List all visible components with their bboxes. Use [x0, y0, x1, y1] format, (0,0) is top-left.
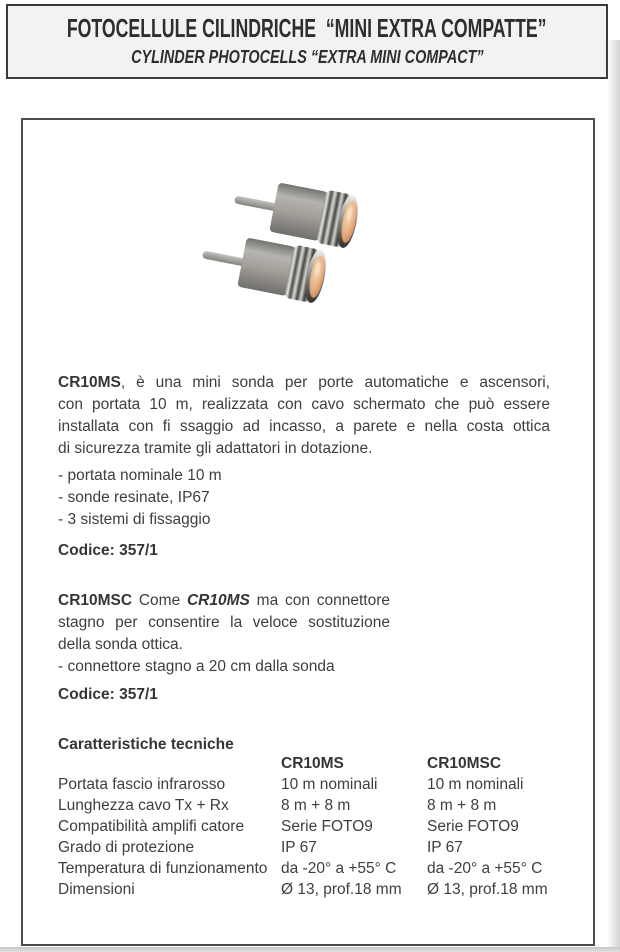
- description-line: - connettore stagno a 20 cm dalla sonda: [58, 658, 335, 675]
- feature-item: - sonde resinate, IP67: [58, 489, 210, 506]
- spec-value: IP 67: [281, 839, 317, 856]
- specs-title: Caratteristiche tecniche: [58, 736, 234, 753]
- page-title: FOTOCELLULE CILINDRICHE “MINI EXTRA COMPATTE”: [67, 13, 547, 44]
- description-line: installata con fi ssaggio ad incasso, a parete e nella costa ottica: [58, 418, 550, 435]
- description-cr10ms: [58, 372, 550, 460]
- spec-value: 10 m nominali: [427, 776, 524, 793]
- page-edge-shadow-bottom: [0, 947, 620, 952]
- model-ref-cr10ms: CR10MS: [186, 592, 250, 609]
- description-line: con portata 10 m, realizzata con cavo schermato che può essere: [58, 396, 550, 413]
- page-edge-shadow-right: [607, 40, 620, 947]
- photocell-lower: [198, 228, 330, 305]
- description-text: Come: [132, 592, 187, 609]
- specs-column-header: CR10MSC: [427, 755, 502, 772]
- header-banner: [6, 4, 608, 79]
- model-name-cr10msc: CR10MSC: [58, 592, 133, 609]
- specs-corner-cell: [58, 753, 281, 774]
- spec-value: Ø 13, prof.18 mm: [281, 881, 402, 898]
- spec-value: da -20° a +55° C: [427, 860, 543, 877]
- feature-list: [58, 465, 550, 531]
- specs-column-header: CR10MS: [281, 755, 344, 772]
- spec-label: Grado di protezione: [58, 839, 195, 856]
- description-text: , è una mini sonda per porte automatiche e ascensori,: [120, 374, 550, 391]
- description-line: della sonda ottica.: [58, 636, 183, 653]
- description-line: stagno per consentire la veloce sostituzione: [58, 614, 390, 631]
- spec-label: Portata fascio infrarosso: [58, 776, 226, 793]
- spec-value: Serie FOTO9: [281, 818, 373, 835]
- description-line: [58, 372, 550, 394]
- spec-value: da -20° a +55° C: [281, 860, 397, 877]
- specs-table: [58, 753, 578, 900]
- spec-label: Dimensioni: [58, 881, 135, 898]
- spec-label: Lunghezza cavo Tx + Rx: [58, 797, 229, 814]
- photocell-upper: [230, 173, 362, 250]
- spec-value: 10 m nominali: [281, 776, 378, 793]
- description-line: di sicurezza tramite gli adattatori in dotazione.: [58, 440, 373, 457]
- description-line: [58, 590, 390, 612]
- page-subtitle: CYLINDER PHOTOCELLS “EXTRA MINI COMPACT”: [130, 47, 484, 68]
- product-code-cr10ms: Codice: 357/1: [58, 542, 158, 559]
- feature-item: - 3 sistemi di fissaggio: [58, 511, 211, 528]
- description-cr10msc: [58, 590, 390, 678]
- description-text: ma con connettore: [249, 592, 390, 609]
- spec-value: IP 67: [427, 839, 463, 856]
- spec-label: Compatibilità amplifi catore: [58, 818, 245, 835]
- product-code-cr10msc: Codice: 357/1: [58, 686, 158, 703]
- content-box: [21, 118, 595, 946]
- spec-value: Ø 13, prof.18 mm: [427, 881, 548, 898]
- model-name-cr10ms: CR10MS: [58, 374, 121, 391]
- spec-value: 8 m + 8 m: [281, 797, 351, 814]
- spec-value: Serie FOTO9: [427, 818, 519, 835]
- spec-label: Temperatura di funzionamento: [58, 860, 268, 877]
- spec-value: 8 m + 8 m: [427, 797, 497, 814]
- feature-item: - portata nominale 10 m: [58, 467, 222, 484]
